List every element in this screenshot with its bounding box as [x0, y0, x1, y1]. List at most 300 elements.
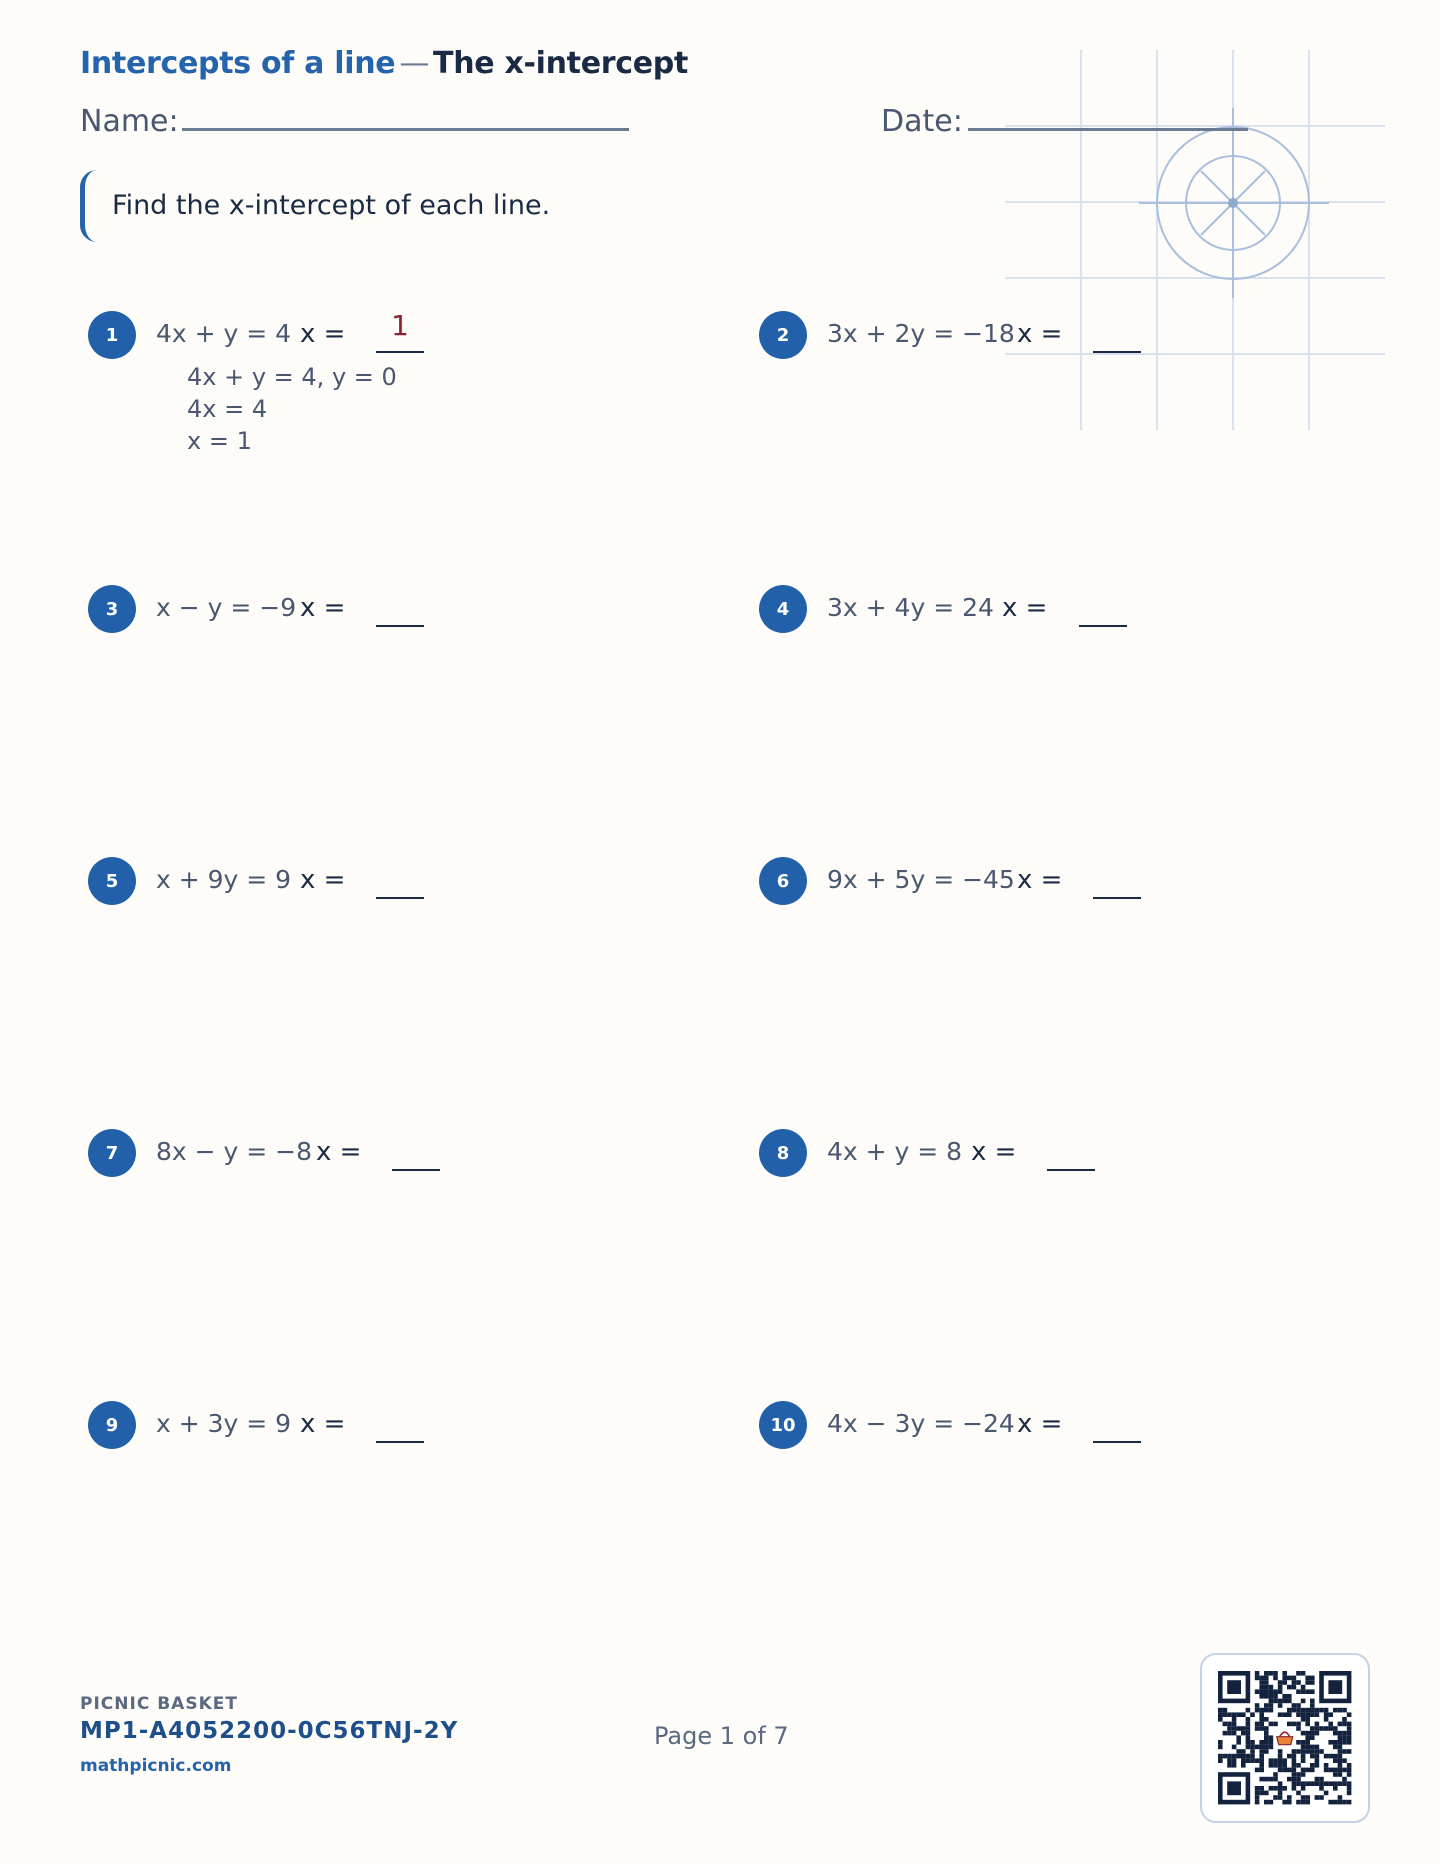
answer-label: x =: [1002, 593, 1048, 623]
qr-module: [1269, 1708, 1274, 1713]
qr-module: [1292, 1754, 1297, 1759]
worksheet-code: MP1-A4052200-0C56TNJ-2Y: [80, 1718, 459, 1744]
qr-module: [1347, 1786, 1352, 1791]
problem-equation: x + 9y = 9: [156, 865, 292, 894]
qr-module: [1328, 1726, 1333, 1731]
qr-module: [1296, 1772, 1301, 1777]
qr-module: [1347, 1722, 1352, 1727]
qr-module: [1315, 1722, 1320, 1727]
qr-module: [1310, 1699, 1315, 1704]
qr-module: [1264, 1731, 1269, 1736]
qr-module: [1324, 1791, 1329, 1796]
qr-module: [1246, 1754, 1251, 1759]
qr-module: [1278, 1795, 1283, 1800]
qr-module: [1236, 1726, 1241, 1731]
qr-module: [1287, 1685, 1292, 1690]
qr-module: [1301, 1717, 1306, 1722]
qr-module: [1342, 1731, 1347, 1736]
qr-module: [1264, 1726, 1269, 1731]
qr-module: [1259, 1712, 1264, 1717]
qr-module: [1218, 1754, 1223, 1759]
qr-module: [1227, 1763, 1232, 1768]
qr-module: [1310, 1726, 1315, 1731]
qr-module: [1296, 1671, 1301, 1676]
qr-module: [1287, 1708, 1292, 1713]
qr-module: [1342, 1781, 1347, 1786]
qr-module: [1223, 1731, 1228, 1736]
problem-number-badge: 3: [88, 585, 136, 633]
answer-field[interactable]: [392, 1169, 440, 1171]
qr-module: [1273, 1786, 1278, 1791]
qr-module: [1259, 1680, 1264, 1685]
qr-module: [1246, 1731, 1251, 1736]
qr-module: [1342, 1708, 1347, 1713]
problem-equation: 4x − 3y = −24: [827, 1409, 1015, 1438]
qr-module: [1328, 1800, 1333, 1805]
qr-module: [1250, 1749, 1255, 1754]
qr-module: [1315, 1726, 1320, 1731]
qr-module: [1241, 1763, 1246, 1768]
qr-module: [1269, 1703, 1274, 1708]
qr-module: [1246, 1740, 1251, 1745]
qr-module: [1282, 1712, 1287, 1717]
qr-module: [1278, 1680, 1283, 1685]
qr-module: [1246, 1758, 1251, 1763]
answer-label: x =: [300, 1409, 346, 1439]
qr-module: [1255, 1745, 1260, 1750]
qr-module: [1269, 1777, 1274, 1782]
qr-module: [1246, 1717, 1251, 1722]
qr-module: [1259, 1717, 1264, 1722]
qr-module: [1301, 1768, 1306, 1773]
qr-module: [1338, 1731, 1343, 1736]
answer-field[interactable]: [1079, 625, 1127, 627]
answer-field[interactable]: [1093, 351, 1141, 353]
qr-module: [1347, 1772, 1352, 1777]
qr-module: [1301, 1689, 1306, 1694]
qr-module: [1241, 1712, 1246, 1717]
qr-module: [1305, 1745, 1310, 1750]
qr-module: [1259, 1763, 1264, 1768]
qr-module: [1259, 1745, 1264, 1750]
answer-field[interactable]: [1093, 1441, 1141, 1443]
qr-module: [1347, 1726, 1352, 1731]
qr-module: [1278, 1754, 1283, 1759]
qr-module: [1292, 1708, 1297, 1713]
qr-module: [1273, 1795, 1278, 1800]
qr-module: [1255, 1786, 1260, 1791]
qr-module: [1259, 1726, 1264, 1731]
footer-site-link[interactable]: mathpicnic.com: [80, 1756, 232, 1776]
problem-equation: 4x + y = 4: [156, 319, 292, 348]
problem-number-badge: 4: [759, 585, 807, 633]
qr-module: [1319, 1786, 1324, 1791]
qr-module: [1287, 1800, 1292, 1805]
qr-module: [1305, 1676, 1310, 1681]
qr-module: [1333, 1768, 1338, 1773]
answer-field[interactable]: [376, 897, 424, 899]
qr-module: [1264, 1689, 1269, 1694]
qr-module: [1305, 1717, 1310, 1722]
problem-equation: 9x + 5y = −45: [827, 865, 1015, 894]
qr-module: [1310, 1768, 1315, 1773]
qr-module: [1232, 1712, 1237, 1717]
qr-module: [1278, 1786, 1283, 1791]
qr-module: [1324, 1712, 1329, 1717]
qr-module: [1319, 1749, 1324, 1754]
qr-module: [1218, 1758, 1223, 1763]
qr-module: [1296, 1800, 1301, 1805]
qr-module: [1218, 1717, 1223, 1722]
qr-module: [1227, 1722, 1232, 1727]
qr-module: [1278, 1712, 1283, 1717]
problem-number-badge: 7: [88, 1129, 136, 1177]
qr-module: [1333, 1754, 1338, 1759]
qr-module: [1264, 1740, 1269, 1745]
qr-module: [1287, 1754, 1292, 1759]
qr-module: [1232, 1758, 1237, 1763]
qr-module: [1310, 1781, 1315, 1786]
qr-module: [1338, 1800, 1343, 1805]
qr-module: [1287, 1768, 1292, 1773]
qr-module: [1305, 1689, 1310, 1694]
qr-module: [1264, 1694, 1269, 1699]
qr-module: [1324, 1763, 1329, 1768]
qr-module: [1338, 1772, 1343, 1777]
qr-module: [1264, 1685, 1269, 1690]
qr-module: [1236, 1740, 1241, 1745]
qr-module: [1296, 1712, 1301, 1717]
qr-module: [1241, 1758, 1246, 1763]
qr-module: [1305, 1735, 1310, 1740]
qr-module: [1292, 1768, 1297, 1773]
qr-finder-core: [1328, 1680, 1342, 1694]
qr-module: [1301, 1795, 1306, 1800]
qr-module: [1287, 1722, 1292, 1727]
qr-module: [1273, 1699, 1278, 1704]
qr-module: [1296, 1763, 1301, 1768]
qr-module: [1301, 1685, 1306, 1690]
qr-module: [1273, 1763, 1278, 1768]
problem-equation: 4x + y = 8: [827, 1137, 963, 1166]
qr-module: [1218, 1740, 1223, 1745]
qr-module: [1333, 1731, 1338, 1736]
qr-module: [1264, 1703, 1269, 1708]
qr-module: [1310, 1712, 1315, 1717]
qr-module: [1282, 1699, 1287, 1704]
qr-module: [1338, 1708, 1343, 1713]
qr-module: [1264, 1800, 1269, 1805]
qr-module: [1246, 1722, 1251, 1727]
problem-number-badge: 1: [88, 311, 136, 359]
qr-module: [1278, 1781, 1283, 1786]
qr-module: [1273, 1777, 1278, 1782]
qr-module: [1315, 1731, 1320, 1736]
qr-module: [1310, 1676, 1315, 1681]
qr-module: [1342, 1735, 1347, 1740]
qr-module: [1310, 1680, 1315, 1685]
qr-module: [1328, 1768, 1333, 1773]
qr-module: [1269, 1694, 1274, 1699]
qr-module: [1227, 1754, 1232, 1759]
qr-module: [1236, 1735, 1241, 1740]
qr-module: [1259, 1749, 1264, 1754]
qr-module: [1315, 1758, 1320, 1763]
qr-module: [1250, 1745, 1255, 1750]
qr-module: [1264, 1708, 1269, 1713]
qr-module: [1310, 1735, 1315, 1740]
qr-module: [1315, 1795, 1320, 1800]
qr-module: [1282, 1694, 1287, 1699]
title-subtopic: The x-intercept: [433, 46, 689, 81]
qr-module: [1342, 1758, 1347, 1763]
qr-module: [1305, 1768, 1310, 1773]
qr-module: [1259, 1754, 1264, 1759]
qr-module: [1301, 1754, 1306, 1759]
answer-label: x =: [300, 865, 346, 895]
worked-solution: [187, 361, 397, 457]
qr-module: [1259, 1689, 1264, 1694]
qr-module: [1310, 1703, 1315, 1708]
qr-module: [1292, 1685, 1297, 1690]
qr-module: [1287, 1699, 1292, 1704]
qr-module: [1264, 1676, 1269, 1681]
answer-label: x =: [1017, 1409, 1063, 1439]
qr-module: [1310, 1708, 1315, 1713]
qr-module: [1246, 1745, 1251, 1750]
qr-module: [1227, 1726, 1232, 1731]
qr-module: [1255, 1758, 1260, 1763]
qr-module: [1250, 1758, 1255, 1763]
qr-module: [1338, 1745, 1343, 1750]
answer-label: x =: [1017, 865, 1063, 895]
qr-module: [1305, 1712, 1310, 1717]
qr-module: [1301, 1708, 1306, 1713]
qr-module: [1333, 1758, 1338, 1763]
answer-field[interactable]: [1047, 1169, 1095, 1171]
qr-module: [1333, 1800, 1338, 1805]
qr-module: [1315, 1749, 1320, 1754]
qr-module: [1241, 1726, 1246, 1731]
qr-module: [1278, 1689, 1283, 1694]
work-step: 4x = 4: [187, 395, 268, 423]
qr-module: [1333, 1745, 1338, 1750]
qr-module: [1278, 1749, 1283, 1754]
qr-module: [1310, 1731, 1315, 1736]
qr-module: [1287, 1676, 1292, 1681]
qr-module: [1259, 1722, 1264, 1727]
qr-module: [1338, 1768, 1343, 1773]
qr-module: [1292, 1749, 1297, 1754]
qr-module: [1269, 1758, 1274, 1763]
qr-module: [1342, 1722, 1347, 1727]
problem-equation: x + 3y = 9: [156, 1409, 292, 1438]
qr-module: [1255, 1671, 1260, 1676]
problem-number-badge: 9: [88, 1401, 136, 1449]
qr-module: [1310, 1749, 1315, 1754]
qr-module: [1282, 1671, 1287, 1676]
qr-module: [1278, 1763, 1283, 1768]
qr-module: [1250, 1754, 1255, 1759]
qr-module: [1310, 1754, 1315, 1759]
qr-module: [1292, 1777, 1297, 1782]
qr-module: [1232, 1717, 1237, 1722]
qr-module: [1333, 1740, 1338, 1745]
qr-module: [1246, 1708, 1251, 1713]
qr-module: [1315, 1745, 1320, 1750]
answer-field[interactable]: [376, 625, 424, 627]
qr-module: [1246, 1735, 1251, 1740]
answer-label: x =: [316, 1137, 362, 1167]
qr-module: [1269, 1671, 1274, 1676]
qr-module: [1218, 1708, 1223, 1713]
qr-module: [1333, 1781, 1338, 1786]
qr-module: [1305, 1740, 1310, 1745]
name-label: Name:: [80, 104, 179, 139]
qr-module: [1319, 1726, 1324, 1731]
qr-module: [1259, 1694, 1264, 1699]
qr-module: [1259, 1758, 1264, 1763]
qr-module: [1278, 1699, 1283, 1704]
qr-module: [1347, 1749, 1352, 1754]
qr-module: [1232, 1754, 1237, 1759]
qr-module: [1287, 1712, 1292, 1717]
answer-field[interactable]: [376, 1441, 424, 1443]
qr-module: [1278, 1791, 1283, 1796]
qr-module: [1347, 1735, 1352, 1740]
qr-module: [1305, 1722, 1310, 1727]
qr-module: [1255, 1791, 1260, 1796]
qr-module: [1305, 1731, 1310, 1736]
qr-module: [1328, 1740, 1333, 1745]
qr-module: [1218, 1745, 1223, 1750]
qr-module: [1315, 1754, 1320, 1759]
answer-label: x =: [1017, 319, 1063, 349]
answer-value: 1: [391, 309, 409, 342]
qr-module: [1301, 1699, 1306, 1704]
qr-module: [1305, 1708, 1310, 1713]
qr-module: [1269, 1685, 1274, 1690]
answer-field[interactable]: [376, 351, 424, 353]
qr-module: [1338, 1749, 1343, 1754]
qr-module: [1292, 1763, 1297, 1768]
qr-module: [1282, 1758, 1287, 1763]
qr-module: [1255, 1708, 1260, 1713]
date-field[interactable]: [968, 128, 1248, 131]
qr-module: [1324, 1717, 1329, 1722]
qr-module: [1338, 1722, 1343, 1727]
qr-module: [1259, 1791, 1264, 1796]
qr-module: [1282, 1676, 1287, 1681]
qr-module: [1324, 1754, 1329, 1759]
qr-module: [1301, 1772, 1306, 1777]
qr-module: [1241, 1754, 1246, 1759]
qr-module: [1296, 1708, 1301, 1713]
qr-module: [1305, 1749, 1310, 1754]
qr-module: [1310, 1689, 1315, 1694]
qr-module: [1264, 1680, 1269, 1685]
qr-module: [1278, 1685, 1283, 1690]
qr-module: [1347, 1712, 1352, 1717]
qr-module: [1305, 1795, 1310, 1800]
problem-number-badge: 6: [759, 857, 807, 905]
name-field[interactable]: [182, 128, 629, 131]
qr-module: [1305, 1781, 1310, 1786]
qr-module: [1287, 1795, 1292, 1800]
answer-field[interactable]: [1093, 897, 1141, 899]
qr-module: [1269, 1735, 1274, 1740]
qr-module: [1236, 1754, 1241, 1759]
qr-module: [1338, 1763, 1343, 1768]
graph-grid-target-icon: [1005, 50, 1385, 435]
qr-module: [1338, 1754, 1343, 1759]
qr-module: [1292, 1722, 1297, 1727]
qr-module: [1324, 1726, 1329, 1731]
qr-module: [1282, 1680, 1287, 1685]
problem-number-badge: 5: [88, 857, 136, 905]
qr-module: [1324, 1768, 1329, 1773]
qr-module: [1273, 1671, 1278, 1676]
qr-module: [1227, 1712, 1232, 1717]
qr-module: [1333, 1726, 1338, 1731]
qr-module: [1236, 1712, 1241, 1717]
qr-module: [1319, 1777, 1324, 1782]
qr-module: [1255, 1800, 1260, 1805]
qr-module: [1259, 1708, 1264, 1713]
qr-module: [1278, 1703, 1283, 1708]
qr-module: [1259, 1740, 1264, 1745]
qr-module: [1328, 1781, 1333, 1786]
qr-module: [1264, 1717, 1269, 1722]
qr-module: [1269, 1740, 1274, 1745]
qr-module: [1296, 1726, 1301, 1731]
qr-module: [1319, 1795, 1324, 1800]
qr-module: [1259, 1777, 1264, 1782]
qr-module: [1296, 1791, 1301, 1796]
qr-module: [1292, 1703, 1297, 1708]
title-topic: Intercepts of a line: [80, 46, 396, 81]
page-title: [80, 46, 688, 81]
qr-module: [1301, 1800, 1306, 1805]
problem-number-badge: 8: [759, 1129, 807, 1177]
instruction-text: Find the x-intercept of each line.: [112, 190, 551, 221]
qr-module: [1347, 1740, 1352, 1745]
qr-module: [1223, 1754, 1228, 1759]
qr-module: [1223, 1708, 1228, 1713]
answer-label: x =: [300, 319, 346, 349]
qr-module: [1227, 1758, 1232, 1763]
qr-module: [1287, 1777, 1292, 1782]
qr-finder-core: [1227, 1781, 1241, 1795]
qr-module: [1296, 1689, 1301, 1694]
qr-module: [1296, 1740, 1301, 1745]
qr-module: [1264, 1777, 1269, 1782]
qr-module: [1342, 1749, 1347, 1754]
qr-module: [1269, 1722, 1274, 1727]
qr-module: [1292, 1680, 1297, 1685]
qr-module: [1324, 1708, 1329, 1713]
qr-module: [1301, 1731, 1306, 1736]
qr-module: [1269, 1699, 1274, 1704]
qr-module: [1255, 1768, 1260, 1773]
qr-module: [1264, 1671, 1269, 1676]
qr-module: [1324, 1781, 1329, 1786]
qr-module: [1250, 1740, 1255, 1745]
qr-module: [1264, 1735, 1269, 1740]
qr-module: [1347, 1768, 1352, 1773]
qr-module: [1255, 1722, 1260, 1727]
qr-module: [1236, 1749, 1241, 1754]
